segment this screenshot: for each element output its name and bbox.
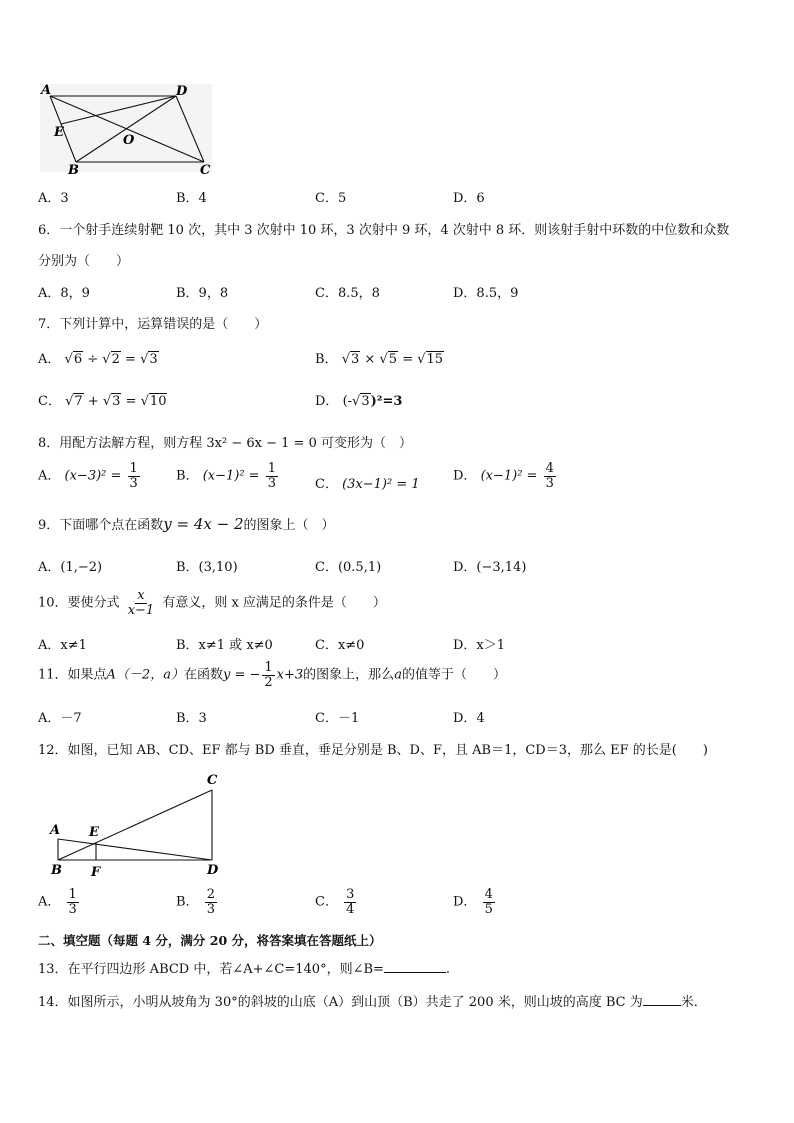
q14-answer-blank[interactable] [643, 1005, 681, 1006]
q8-b-label: B． [176, 468, 199, 484]
fraction: $\frac{4}{5}$ [484, 887, 493, 917]
label-o: O [123, 133, 135, 148]
q8-d-expr: (x−1)² = [480, 468, 538, 484]
q10-option-d[interactable]: D．x＞1 [453, 638, 506, 653]
q9-option-c[interactable]: C．(0.5,1) [315, 560, 382, 575]
fraction: $\frac{4}{3}$ [545, 461, 554, 491]
q6-option-b[interactable]: B．9，8 [176, 286, 229, 301]
fraction: $\frac{1}{3}$ [68, 887, 77, 917]
q7-option-b[interactable] [315, 348, 444, 367]
q6-option-d[interactable]: D．8.5，9 [453, 286, 519, 301]
q8-a-label: A． [38, 468, 61, 484]
q6-option-a[interactable]: A．8，9 [38, 286, 90, 301]
sqrt-2: √2 [102, 352, 120, 367]
q5-option-a[interactable]: A．3 [38, 191, 69, 206]
q11-stem-post: 的图象上，那么 [303, 667, 395, 683]
sqrt-6: √6 [64, 352, 83, 367]
q10-option-c[interactable]: C．x≠0 [315, 638, 365, 653]
q11-func-pre: y = − [222, 667, 261, 683]
q11-option-a[interactable]: A．－7 [38, 711, 82, 726]
q10-stem-post: 有意义，则 x 应满足的条件是（ ） [162, 595, 386, 611]
q8-option-d[interactable] [453, 462, 558, 490]
fraction: $\frac{1}{2}$ [264, 660, 273, 690]
q12-option-d[interactable] [453, 888, 497, 916]
equals-sign: = [402, 352, 414, 367]
label-d: D [207, 863, 219, 878]
q8-c-label: C． [315, 477, 338, 492]
q9-stem-post: 的图象上（ ） [243, 518, 335, 533]
q12-d-label: D． [453, 894, 477, 910]
q12-a-label: A． [38, 894, 61, 910]
label-f: F [91, 865, 101, 880]
label-a: A [41, 83, 52, 98]
q13-tail: . [445, 962, 451, 977]
section-2-title: 二、填空题（每题 4 分，满分 20 分，将答案填在答题纸上） [38, 933, 382, 948]
label-b: B [51, 863, 62, 878]
label-e: E [89, 825, 99, 840]
q6-option-c[interactable]: C．8.5，8 [315, 286, 380, 301]
q7-option-c[interactable] [38, 390, 167, 409]
q5-option-b[interactable]: B．4 [176, 191, 207, 206]
q11-func-post: x+3 [276, 667, 304, 683]
q11-point: A（－2，a） [106, 667, 184, 683]
q14-tail: 米． [680, 995, 707, 1010]
label-e: E [54, 125, 64, 140]
q10-stem [38, 589, 386, 617]
q10-option-a[interactable]: A．x≠1 [38, 638, 87, 653]
q12-b-label: B． [176, 894, 199, 910]
q9-option-b[interactable]: B．(3,10) [176, 560, 238, 575]
q12-c-label: C． [315, 894, 338, 910]
q12-stem: 12．如图，已知 AB、CD、EF 都与 BD 垂直，垂足分别是 B、D、F，且 AB＝1，CD＝3，那么 EF 的长是( ) [38, 743, 708, 758]
triangle-figure [44, 768, 230, 882]
q12-option-b[interactable] [176, 888, 219, 916]
q11-stem [38, 661, 506, 689]
sqrt-3: √3 [352, 394, 370, 409]
q7-d-prefix: (- [342, 394, 353, 409]
q8-d-label: D． [453, 468, 477, 484]
q14-stem [38, 991, 707, 1010]
q9-function: y = 4x − 2 [163, 515, 244, 533]
fraction: $\frac{1}{3}$ [129, 461, 138, 491]
q5-option-d[interactable]: D．6 [453, 191, 485, 206]
sqrt-10: √10 [140, 394, 167, 409]
q12-option-a[interactable] [38, 888, 81, 916]
q7-option-a[interactable] [38, 348, 159, 367]
q7-option-d[interactable] [315, 390, 402, 409]
q9-option-a[interactable]: A．(1,−2) [38, 560, 103, 575]
q11-tail: 的值等于（ ） [401, 667, 506, 683]
sqrt-7: √7 [65, 394, 83, 409]
q13-text: 13．在平行四边形 ABCD 中，若∠A+∠C=140°，则∠B= [38, 962, 384, 977]
q13-stem [38, 958, 450, 977]
sqrt-5: √5 [379, 352, 398, 367]
q11-option-c[interactable]: C．－1 [315, 711, 360, 726]
q11-var: a [394, 667, 402, 683]
sqrt-3: √3 [102, 394, 121, 409]
q8-c-expr: (3x−1)² = 1 [342, 477, 420, 492]
q11-option-b[interactable]: B．3 [176, 711, 207, 726]
fraction: $\frac{1}{3}$ [267, 461, 276, 491]
q13-answer-blank[interactable] [384, 972, 446, 973]
label-c: C [207, 773, 218, 788]
sqrt-3: √3 [140, 352, 158, 367]
label-b: B [68, 163, 79, 176]
q12-option-c[interactable] [315, 888, 358, 916]
plus-sign: + [87, 394, 99, 409]
equals-sign: = [125, 352, 136, 367]
q7-stem: 7．下列计算中，运算错误的是（ ） [38, 317, 268, 332]
q14-text: 14．如图所示，小明从坡角为 30°的斜坡的山底（A）到山顶（B）共走了 200 米，则山坡的高度 BC 为 [38, 995, 643, 1010]
label-a: A [50, 823, 61, 838]
q7-c-label: C． [38, 394, 61, 409]
q7-a-label: A． [38, 352, 61, 367]
q8-option-c[interactable] [315, 473, 420, 492]
divide-sign: ÷ [87, 352, 99, 367]
q9-option-d[interactable]: D．(−3,14) [453, 560, 527, 575]
label-d: D [176, 84, 188, 99]
q9-stem-pre: 9．下面哪个点在函数 [38, 518, 164, 533]
equals-sign: = [125, 394, 137, 409]
q11-stem-pre: 11．如果点 [38, 667, 107, 683]
label-c: C [200, 163, 211, 176]
parallelogram-figure [36, 78, 216, 176]
sqrt-15: √15 [417, 352, 444, 367]
q7-d-suffix: )²=3 [370, 394, 403, 409]
fraction: $\frac{x}{x-1}$ [127, 588, 155, 618]
q9-stem [38, 514, 335, 533]
q7-b-label: B． [315, 352, 338, 367]
q8-option-b[interactable] [176, 462, 280, 490]
q8-a-expr: (x−3)² = [64, 468, 122, 484]
fraction: $\frac{3}{4}$ [346, 887, 355, 917]
q8-option-a[interactable] [38, 462, 142, 490]
sqrt-3: √3 [341, 352, 360, 367]
fraction: $\frac{2}{3}$ [206, 887, 215, 917]
q11-stem-mid: 在函数 [183, 667, 223, 683]
times-sign: × [364, 352, 376, 367]
q6-stem-line1: 6．一个射手连续射靶 10 次，其中 3 次射中 10 环，3 次射中 9 环，4 次射中 8 环．则该射手射中环数的中位数和众数 [38, 223, 730, 238]
q7-d-label: D． [315, 394, 339, 409]
q8-b-expr: (x−1)² = [202, 468, 260, 484]
q5-option-c[interactable]: C．5 [315, 191, 347, 206]
q11-option-d[interactable]: D．4 [453, 711, 485, 726]
q6-stem-line2: 分别为（ ） [38, 254, 130, 269]
q10-stem-pre: 10．要使分式 [38, 595, 120, 611]
q8-stem: 8．用配方法解方程，则方程 3x² − 6x − 1 = 0 可变形为（ ） [38, 436, 412, 451]
q10-option-b[interactable]: B．x≠1 或 x≠0 [176, 638, 273, 653]
